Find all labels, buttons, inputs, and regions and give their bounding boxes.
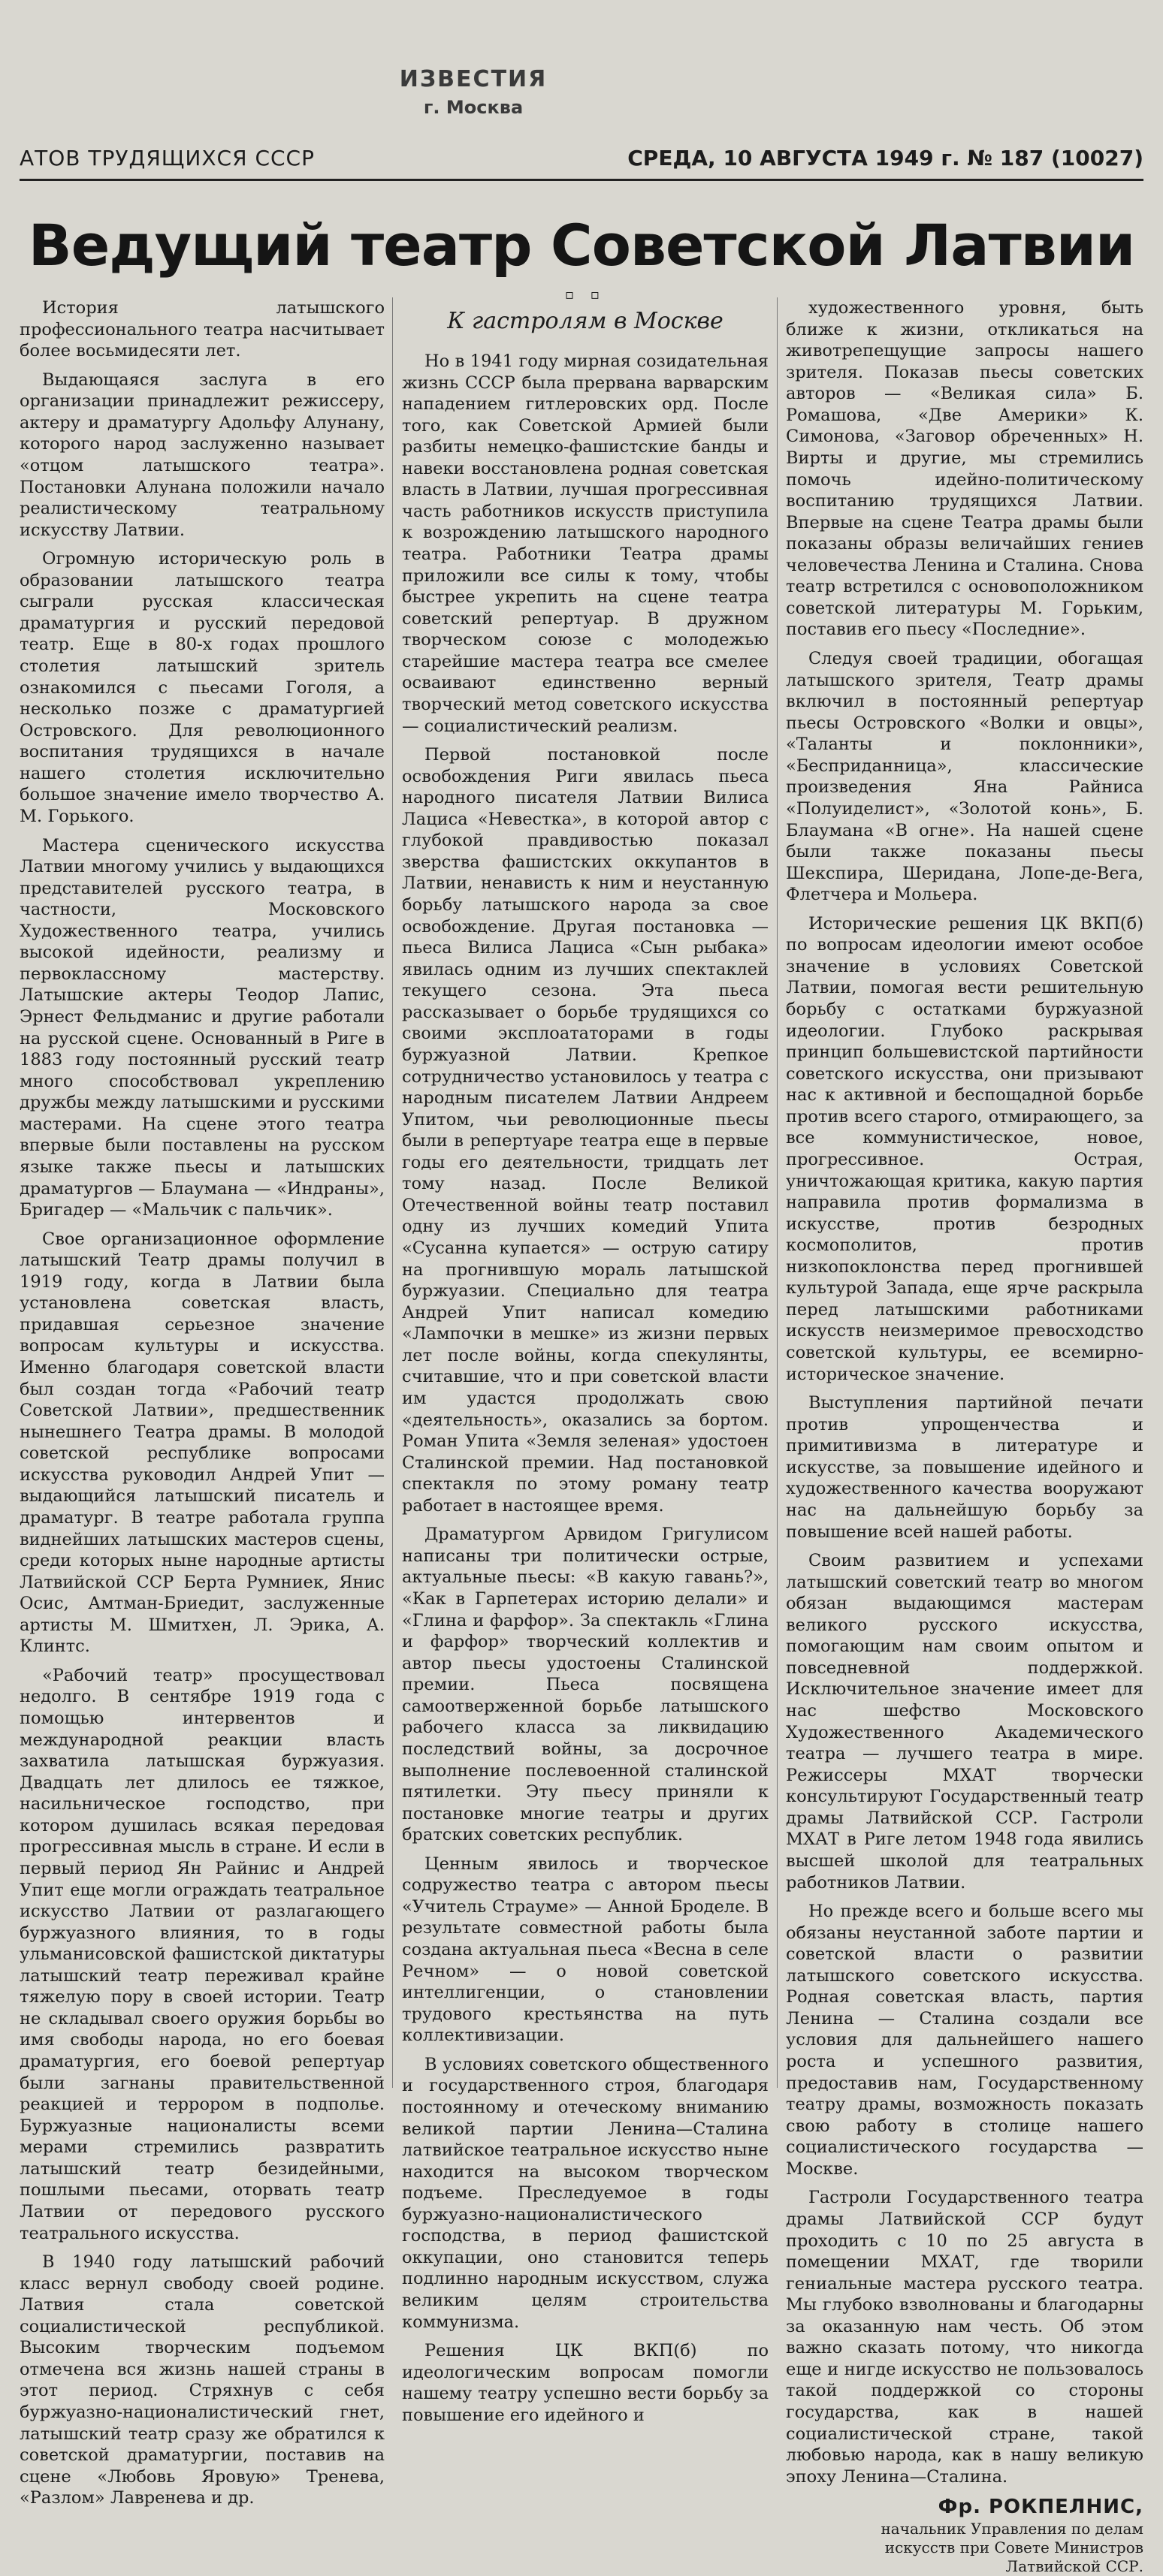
- subheading-block: [402, 287, 769, 336]
- article-title: Ведущий театр Советской Латвии: [28, 212, 1135, 279]
- paragraph: Но прежде всего и больше всего мы обязаны неустанной заботе партии и советской власти о развитии латышского советского искусства. Родная советская власть, партия Ленина — Сталина создали все условия для дальнейшего нашего роста и успешного развития, предоставив нам, Государственному театру драмы, возможность показать свою работу в столице нашего социалистического государства — Москве.: [786, 1902, 1143, 2179]
- paragraph: художественного уровня, быть ближе к жизни, откликаться на животрепещущие запросы нашего зрителя. Показав пьесы советских авторов — «Великая сила» Б. Ромашова, «Две Америки» К. Симонова, «Заговор обреченных» Н. Вирты и другие, мы стремились помочь идейно-политическому воспитанию трудящихся Латвии. Впервые на сцене Театра драмы были показаны образы величайших гениев человечества Ленина и Сталина. Снова театр встретился с основоположником советской литературы М. Горьким, поставив его пьесу «Последние».: [786, 298, 1143, 640]
- paragraph: В условиях советского общественного и государственного строя, благодаря постоянному и отеческому вниманию великой партии Ленина—Сталина латвийское театральное искусство ныне находится на высоком творческом подъеме. Преследуемое в годы буржуазно-националистического господства, в период фашистской оккупации, оно становится теперь подлинно народным искусством, служа великим целям строительства коммунизма.: [402, 2054, 769, 2332]
- paragraph: Выступления партийной печати против упрощенчества и примитивизма в литературе и искусстве, за повышение идейного и художественного качества вооружают нас на дальнейшую борьбу за повышение всей нашей работы.: [786, 1393, 1143, 1542]
- stamp-newspaper-name: ИЗВЕСТИЯ: [399, 66, 548, 92]
- paragraph: Мастера сценического искусства Латвии многому учились у выдающихся представителей русского театра, в частности, Московского Художественного театра, учились высокой идейности, реализму и первоклассному мастерству. Латышские актеры Теодор Лапис, Эрнест Фельдманис и другие работали на русской сцене. Основанный в Риге в 1883 году постоянный русский театр много способствовал укреплению дружбы между латышскими и русскими мастерами. На сцене этого театра впервые были поставлены на русском языке также пьесы и латышских драматургов — Блаумана — «Индраны», Бригадер — «Мальчик с пальчик».: [20, 835, 385, 1220]
- stamp-city: г. Москва: [423, 97, 524, 118]
- author-role: начальник Управления по делам искусств при Совете Министров Латвийской ССР.: [881, 2520, 1143, 2576]
- paragraph: Следуя своей традиции, обогащая латышского зрителя, Театр драмы включил в постоянный репертуар пьесы Островского «Волки и овцы», «Таланты и поклонники», «Бесприданница», классические произведения Яна Райниса «Полуиделист», «Золотой конь», Б. Блаумана «В огне». На нашей сцене были также показаны пьесы Шекспира, Шеридана, Лопе-де-Вега, Флетчера и Мольера.: [786, 649, 1143, 905]
- article-column-2: [402, 287, 769, 2433]
- paragraph: Решения ЦК ВКП(б) по идеологическим вопросам помогли нашему театру успешно вести борьбу за повышение его идейного и: [402, 2341, 769, 2425]
- paragraph: Свое организационное оформление латышский Театр драмы получил в 1919 году, когда в Латвии была установлена советская власть, придавшая серьезное значение вопросам культуры и искусства. Именно благодаря советской власти был создан тогда «Рабочий театр Советской Латвии», предшественник нынешнего Театра драмы. В молодой советской республике вопросами искусства руководил Андрей Упит — выдающийся латышский писатель и драматург. В театре работала группа виднейших латышских мастеров сцены, среди которых ныне народные артисты Латвийской ССР Берта Румниек, Янис Осис, Амтман-Бриедит, заслуженные артисты М. Шмитхен, Л. Эрика, А. Клинтс.: [20, 1229, 385, 1657]
- column-divider: [777, 297, 778, 2088]
- ornament: ▫ ▫: [564, 287, 606, 303]
- paragraph: История латышского профессионального театра насчитывает более восьмидесяти лет.: [20, 298, 385, 361]
- paragraph: В 1940 году латышский рабочий класс вернул свободу своей родине. Латвия стала советской социалистической республикой. Высоким творческим подъемом отмечена вся жизнь нашей страны в этот период. Стряхнув с себя буржуазно-националистический гнет, латышский театр сразу же обратился к советской драматургии, поставив на сцене «Любовь Яровую» Тренева, «Разлом» Лавренева и др.: [20, 2252, 385, 2508]
- masthead-date-issue: СРЕДА, 10 АВГУСТА 1949 г. № 187 (10027): [627, 146, 1143, 170]
- author-signature: [786, 2495, 1143, 2576]
- paragraph: Исторические решения ЦК ВКП(б) по вопросам идеологии имеют особое значение в условиях Советской Латвии, помогая вести решительную борьбу с остатками буржуазной идеологии. Глубоко раскрывая принцип большевистской партийности советского искусства, они призывают нас к активной и беспощадной борьбе против всего старого, отмирающего, за все коммунистическое, новое, прогрессивное. Острая, уничтожающая критика, какую партия направила против формализма в искусстве, против безродных космополитов, против низкопоклонства перед прогнившей культурой Запада, еще ярче раскрыла перед латышскими работниками искусств неизмеримое превосходство советской культуры, ее всемирно-историческое значение.: [786, 913, 1143, 1384]
- paragraph: Выдающаяся заслуга в его организации принадлежит режиссеру, актеру и драматургу Адольфу Алунану, которого народ заслуженно называет «отцом латышского театра». Постановки Алунана положили начало реалистическому театральному искусству Латвии.: [20, 370, 385, 540]
- paragraph: Своим развитием и успехами латышский советский театр во многом обязан выдающимся мастерам великого русского искусства, помогающим нам своим опытом и повседневной поддержкой. Исключительное значение имеет для нас шефство Московского Художественного Академического театра — лучшего театра в мире. Режиссеры МХАТ творчески консультируют Государственный театр драмы Латвийской ССР. Гастроли МХАТ в Риге летом 1948 года явились высшей школой для театральных работников Латвии.: [786, 1551, 1143, 1893]
- paragraph: Первой постановкой после освобождения Риги явилась пьеса народного писателя Латвии Вилиса Лациса «Невестка», в которой автор с глубокой правдивостью показал зверства фашистских оккупантов в Латвии, ненависть к ним и неустанную борьбу латышского народа за свое освобождение. Другая постановка — пьеса Вилиса Лациса «Сын рыбака» явилась одним из лучших спектаклей текущего сезона. Эта пьеса рассказывает о борьбе трудящихся со своими эксплоататорами в годы буржуазной Латвии. Крепкое сотрудничество установилось у театра с народным писателем Латвии Андреем Упитом, чьи революционные пьесы были в репертуаре театра еще в первые годы его деятельности, тридцать лет тому назад. После Великой Отечественной войны театр поставил одну из лучших комедий Упита «Сусанна купается» — острую сатиру на прогнившую мораль латышской буржуазии. Специально для театра Андрей Упит написал комедию «Лампочки в мешке» из жизни первых лет после войны, когда спекулянты, считавшие, что и при советской власти им удастся продолжать свою «деятельность», оказались за бортом. Роман Упита «Земля зеленая» удостоен Сталинской премии. Над постановкой спектакля по этому роману театр работает в настоящее время.: [402, 745, 769, 1516]
- paragraph: Но в 1941 году мирная созидательная жизнь СССР была прервана варварским нападением гитлеровских орд. После того, как Советской Армией были разбиты немецко-фашистские банды и навеки восстановлена родная советская власть в Латвии, лучшая прогрессивная часть работников искусств приступила к возрождению латышского народного театра. Работники Театра драмы приложили все силы к тому, чтобы быстрее укрепить на сцене театра советский репертуар. В дружном творческом союзе с молодежью старейшие мастера театра все смелее осваивают единственно верный творческий метод советского искусства — социалистический реализм.: [402, 351, 769, 736]
- column-divider: [392, 297, 393, 2088]
- paragraph: «Рабочий театр» просуществовал недолго. В сентябре 1919 года с помощью интервентов и международной реакции власть захватила латышская буржуазия. Двадцать лет длилось ее тяжкое, насильническое господство, при котором душилась всякая передовая прогрессивная мысль в стране. И если в первый период Ян Райнис и Андрей Упит еще могли ограждать театральное искусство Латвии от разлагающего буржуазного влияния, то в годы ульманисовской фашистской диктатуры латышский театр переживал крайне тяжелую пору в своей истории. Театр не складывал своего оружия борьбы во имя свободы народа, но его боевая драматургия, его боевой репертуар были загнаны правительственной реакцией и террором в подполье. Буржуазные националисты всеми мерами стремились развратить латышский театр безидейными, пошлыми пьесами, оторвать театр Латвии от передового русского театрального искусства.: [20, 1665, 385, 2243]
- masthead-slogan: АТОВ ТРУДЯЩИХСЯ СССР: [20, 146, 315, 170]
- paragraph: Драматургом Арвидом Григулисом написаны три политически острые, актуальные пьесы: «В какую гавань?», «Как в Гарпетерах историю делали» и «Глина и фарфор». За спектакль «Глина и фарфор» творческий коллектив и автор пьесы удостоены Сталинской премии. Пьеса посвящена самоотверженной борьбе латышского рабочего класса за ликвидацию последствий войны, за досрочное выполнение послевоенной сталинской пятилетки. Эту пьесу приняли к постановке многие театры и других братских советских республик.: [402, 1525, 769, 1845]
- paragraph: Ценным явилось и творческое содружество театра с автором пьесы «Учитель Страуме» — Анной Броделе. В результате совместной работы была создана актуальная пьеса «Весна в селе Речном» — о новой советской интеллигенции, о становлении трудового крестьянства на путь коллективизации.: [402, 1854, 769, 2046]
- article-column-3: [786, 297, 1143, 2576]
- article-column-1: [20, 297, 385, 2517]
- paragraph: Гастроли Государственного театра драмы Латвийской ССР будут проходить с 10 по 25 августа в помещении МХАТ, где творили гениальные мастера русского театра. Мы глубоко взволнованы и благодарны за оказанную нам честь. Об этом важно сказать потому, что никогда еще и нигде искусство не пользовалось такой поддержкой со стороны государства, как в нашей социалистической стране, такой любовью народа, как в нашу великую эпоху Ленина—Сталина.: [786, 2188, 1143, 2487]
- masthead: [20, 143, 1143, 181]
- paragraph: Огромную историческую роль в образовании латышского театра сыграли русская классическая драматургия и русский передовой театр. Еще в 80-х годах прошлого столетия латышский зритель ознакомился с пьесами Гоголя, а несколько позже с драматургией Островского. Для революционного воспитания трудящихся в начале нашего столетия исключительно большое значение имело творчество А. М. Горького.: [20, 549, 385, 826]
- article-subtitle: К гастролям в Москве: [447, 307, 723, 334]
- archive-stamp: [391, 66, 556, 149]
- author-name: Фр. РОКПЕЛНИС,: [938, 2496, 1143, 2519]
